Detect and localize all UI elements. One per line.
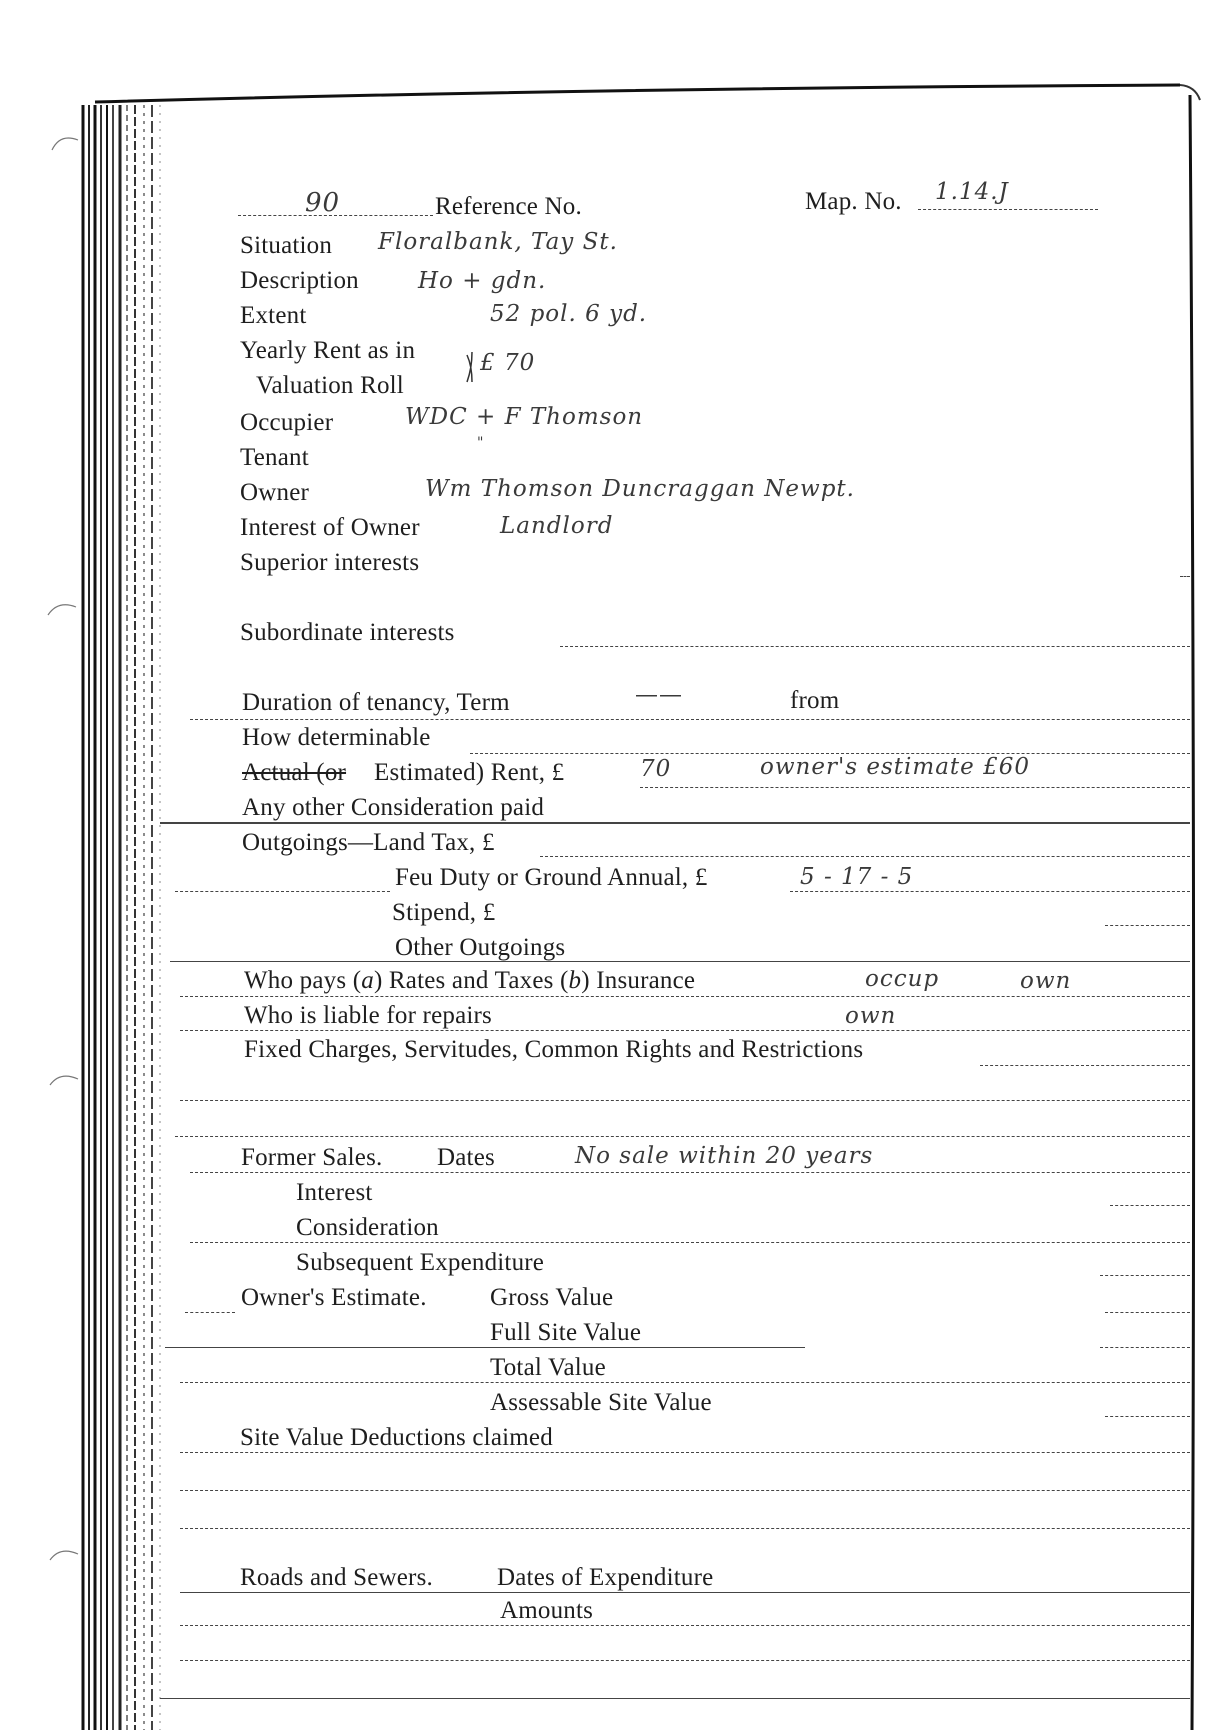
yearly-rent-value: £ 70	[480, 350, 536, 376]
fixed-charges-rule-3	[175, 1136, 1190, 1137]
yearly-rent-label: Yearly Rent as in	[240, 337, 416, 364]
amounts-rule-2	[180, 1660, 1190, 1661]
occupier-value: WDC + F Thomson	[405, 404, 644, 430]
extent-value: 52 pol. 6 yd.	[490, 301, 648, 327]
insurance-value: own	[1020, 968, 1072, 994]
interest-of-owner-label: Interest of Owner	[240, 514, 420, 541]
repairs-rule	[180, 1030, 1190, 1031]
total-value-label: Total Value	[490, 1354, 606, 1381]
interest-of-owner-value: Landlord	[500, 513, 614, 539]
consideration-sales-rule	[190, 1242, 1190, 1243]
who-pays-prefix: Who pays (	[244, 967, 362, 994]
duration-term-label: Duration of tenancy, Term	[242, 689, 510, 716]
valuation-roll-label: Valuation Roll	[256, 372, 404, 399]
outgoings-land-tax-label: Outgoings—Land Tax, £	[242, 829, 495, 856]
former-sales-dates-label: Dates	[437, 1144, 495, 1171]
actual-label-struck: Actual (or	[242, 759, 347, 786]
land-tax-rule	[540, 856, 1190, 857]
who-pays-middle: ) Rates and Taxes (	[373, 967, 569, 994]
subsequent-rule	[1100, 1275, 1190, 1276]
other-outgoings-rule	[170, 961, 1190, 962]
former-sales-interest-label: Interest	[296, 1179, 373, 1206]
amounts-rule	[180, 1625, 1190, 1626]
owners-estimate-note: owner's estimate £60	[760, 754, 1030, 780]
former-sales-consideration-label: Consideration	[296, 1214, 439, 1241]
how-determinable-label: How determinable	[242, 724, 431, 751]
situation-value: Floralbank, Tay St.	[378, 229, 618, 255]
who-pays-rule	[180, 996, 1190, 997]
consideration-rule	[160, 822, 1190, 824]
tenant-value: "	[477, 435, 485, 451]
feu-duty-value: 5 - 17 - 5	[800, 864, 914, 890]
estimated-rent-label: Estimated) Rent, £	[374, 759, 565, 786]
map-no-value: 1.14.J	[935, 179, 1009, 205]
reference-no-value: 90	[305, 188, 341, 218]
feu-duty-rule-right	[790, 891, 1190, 892]
stipend-rule	[1105, 925, 1190, 926]
subsequent-expenditure-label: Subsequent Expenditure	[296, 1249, 545, 1276]
margin-tick	[1180, 576, 1190, 577]
dates-expenditure-label: Dates of Expenditure	[497, 1564, 714, 1591]
former-sales-dates-value: No sale within 20 years	[575, 1143, 874, 1169]
term-rule	[190, 719, 1190, 720]
interest-rule	[1110, 1205, 1190, 1206]
assessable-rule	[1105, 1416, 1190, 1417]
roads-sewers-rule	[180, 1592, 1190, 1593]
full-site-value-rule-right	[1100, 1347, 1190, 1348]
description-value: Ho + gdn.	[418, 268, 547, 294]
site-value-deductions-label: Site Value Deductions claimed	[240, 1424, 553, 1451]
reference-no-label: Reference No.	[435, 193, 582, 220]
roads-sewers-label: Roads and Sewers.	[240, 1564, 433, 1591]
other-consideration-label: Any other Consideration paid	[242, 794, 545, 821]
who-pays-b-letter: b	[568, 967, 582, 994]
map-no-label: Map. No.	[805, 188, 902, 215]
stipend-label: Stipend, £	[392, 899, 496, 926]
full-site-value-rule	[165, 1347, 805, 1348]
tenant-label: Tenant	[240, 444, 309, 471]
gross-value-rule-right	[1105, 1312, 1190, 1313]
situation-label: Situation	[240, 232, 333, 259]
deductions-rule	[180, 1452, 1190, 1453]
estimated-rent-value: 70	[640, 756, 672, 782]
who-pays-a-letter: a	[361, 967, 374, 994]
feu-duty-rule-left	[175, 891, 390, 892]
amounts-rule-3	[160, 1698, 1190, 1699]
owner-value: Wm Thomson Duncraggan Newpt.	[425, 476, 855, 502]
feu-duty-label: Feu Duty or Ground Annual, £	[395, 864, 708, 891]
former-sales-label: Former Sales.	[241, 1144, 383, 1171]
fixed-charges-rule-2	[180, 1100, 1190, 1101]
extent-label: Extent	[240, 302, 307, 329]
duration-term-value: ——	[635, 682, 683, 708]
book-binding-edge	[80, 105, 165, 1730]
assessable-site-value-label: Assessable Site Value	[490, 1389, 712, 1416]
former-sales-rule	[190, 1172, 1190, 1173]
deductions-rule-2	[180, 1490, 1190, 1491]
description-label: Description	[240, 267, 359, 294]
estimated-rent-rule	[640, 787, 1190, 788]
from-label: from	[790, 687, 840, 714]
fixed-charges-label: Fixed Charges, Servitudes, Common Rights and Restrictions	[244, 1036, 864, 1063]
fixed-charges-rule	[980, 1065, 1190, 1066]
amounts-label: Amounts	[500, 1597, 594, 1624]
other-outgoings-label: Other Outgoings	[395, 934, 566, 961]
deductions-rule-3	[180, 1528, 1190, 1529]
who-pays-suffix: ) Insurance	[581, 967, 696, 994]
owner-label: Owner	[240, 479, 310, 506]
superior-interests-label: Superior interests	[240, 549, 420, 576]
who-pays-label	[244, 968, 695, 993]
total-value-rule	[180, 1382, 1190, 1383]
gross-value-rule-left	[185, 1312, 235, 1313]
subordinate-rule	[560, 646, 1190, 647]
occupier-label: Occupier	[240, 409, 334, 436]
map-no-rule	[918, 209, 1098, 210]
repairs-value: own	[845, 1003, 897, 1029]
repairs-label: Who is liable for repairs	[244, 1002, 492, 1029]
full-site-value-label: Full Site Value	[490, 1319, 642, 1346]
owners-estimate-label: Owner's Estimate.	[241, 1284, 427, 1311]
subordinate-interests-label: Subordinate interests	[240, 619, 455, 646]
gross-value-label: Gross Value	[490, 1284, 614, 1311]
rates-taxes-value: occup	[865, 966, 940, 992]
